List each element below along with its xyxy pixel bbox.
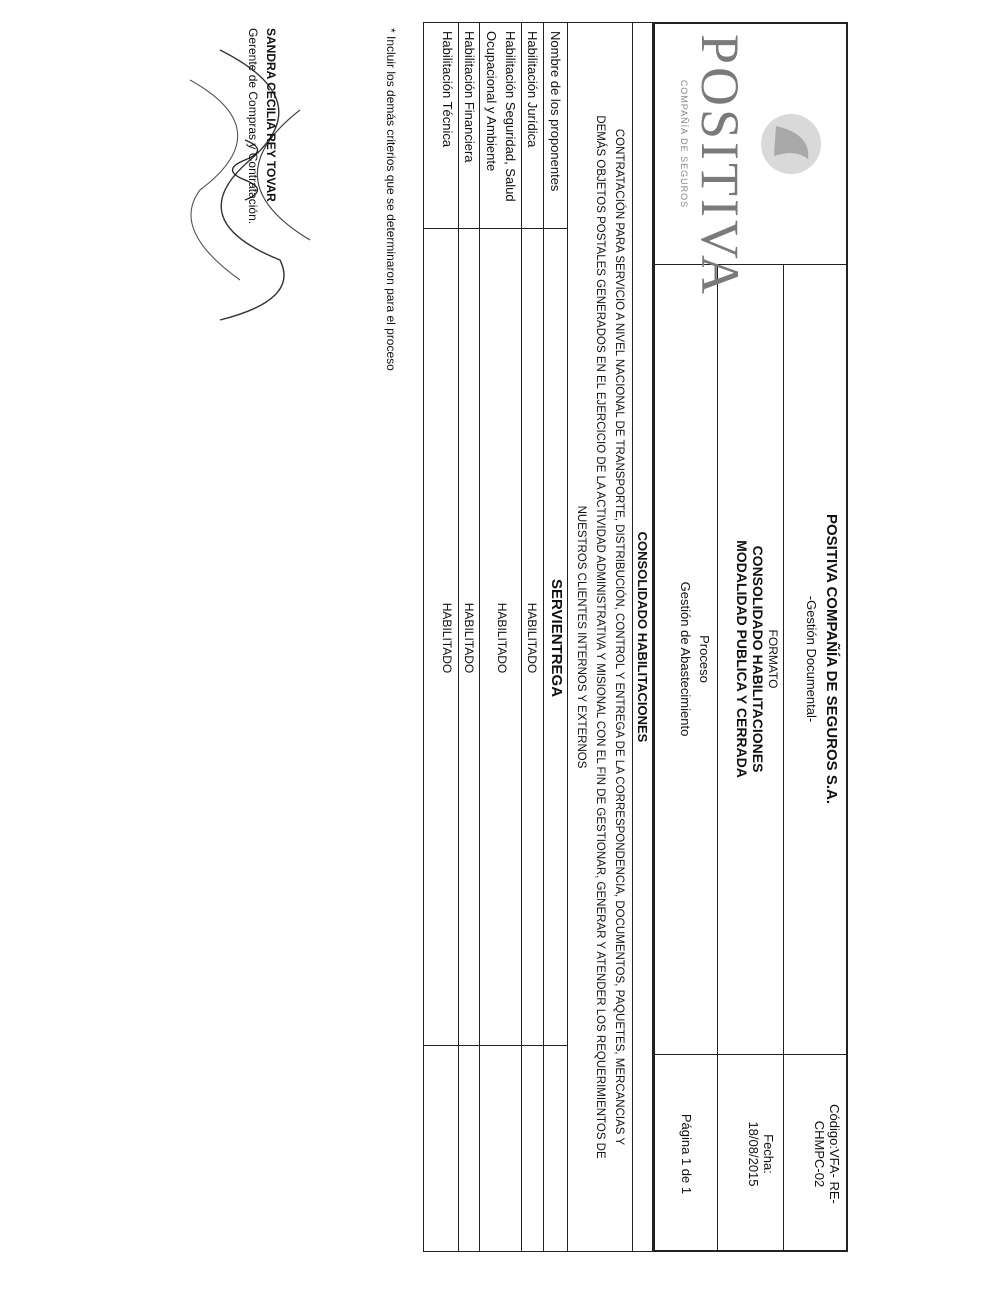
company-logo <box>679 34 826 298</box>
process-name: Gestión de Abastecimiento <box>678 581 693 737</box>
page-number: Página 1 de 1 <box>679 1113 694 1195</box>
company-name: POSITIVA COMPAÑÍA DE SEGUROS S.A. <box>823 513 840 805</box>
proponent-name: SERVIENTREGA <box>548 578 565 698</box>
code-value: CHMPC-02 <box>812 1120 827 1188</box>
row-value-tecnica: HABILITADO <box>440 602 454 674</box>
footnote: * Incluir los demás criterios que se determinaron para el proceso <box>384 28 398 371</box>
row-value-seguridad: HABILITADO <box>495 602 509 674</box>
department-name: -Gestión Documental- <box>804 595 819 723</box>
row-value-financiera: HABILITADO <box>462 602 476 674</box>
logo-emblem-icon <box>756 104 826 184</box>
signer-title: Gerente de Compras y Contratación. <box>246 28 260 225</box>
contract-description: CONTRATACIÓN PARA SERVICIO A NIVEL NACIONAL DE TRANSPORTE, DISTRIBUCIÓN, CONTROL Y ENTREGA DE LA CORRESPONDENCIA, DOCUMENTOS, PAQUETES, MERCANCIAS Y DEMÁS OBJETOS POSTALES GENERADOS EN EL EJERCICIO DE LA ACTIVIDAD ADMINISTRATIVA Y MISIONAL CON EL FIN DE GESTIONAR, GENERAR Y ATENDER LOS REQUERIMIENTOS DE NUESTROS CLIENTES INTERNOS Y EXTERNOS <box>575 115 625 1159</box>
row-label-financiera: Habilitación Financiera <box>462 31 477 163</box>
format-title-line-1: CONSOLIDADO HABILITACIONES <box>750 545 766 773</box>
section-title: CONSOLIDADO HABILITACIONES <box>635 531 650 743</box>
date-label: Fecha: <box>761 1134 776 1174</box>
row-label-juridica: Habilitación Jurídica <box>525 31 540 148</box>
logo-subtext: COMPAÑÍA DE SEGUROS <box>679 79 689 209</box>
format-title-line-2: MODALIDAD PUBLICA Y CERRADA <box>734 540 750 778</box>
row-value-juridica: HABILITADO <box>525 602 539 674</box>
format-label: FORMATO <box>766 629 780 689</box>
row-label-tecnica: Habilitación Técnica <box>440 31 455 148</box>
logo-wordmark: POSITIVA <box>690 34 750 298</box>
signer-name: SANDRA CECILIA REY TOVAR <box>264 28 278 202</box>
date-value: 18/08/2015 <box>746 1121 761 1187</box>
row-label-seguridad-2: Ocupacional y Ambiente <box>484 31 499 172</box>
habilitaciones-table <box>423 22 653 1252</box>
proponents-label: Nombre de los proponentes <box>548 31 563 192</box>
document-header <box>653 22 848 1252</box>
row-label-seguridad: Habilitación Seguridad, Salud <box>503 31 518 202</box>
code-label: Código:VFA- RE- <box>827 1104 842 1204</box>
process-label: Proceso <box>697 635 712 683</box>
